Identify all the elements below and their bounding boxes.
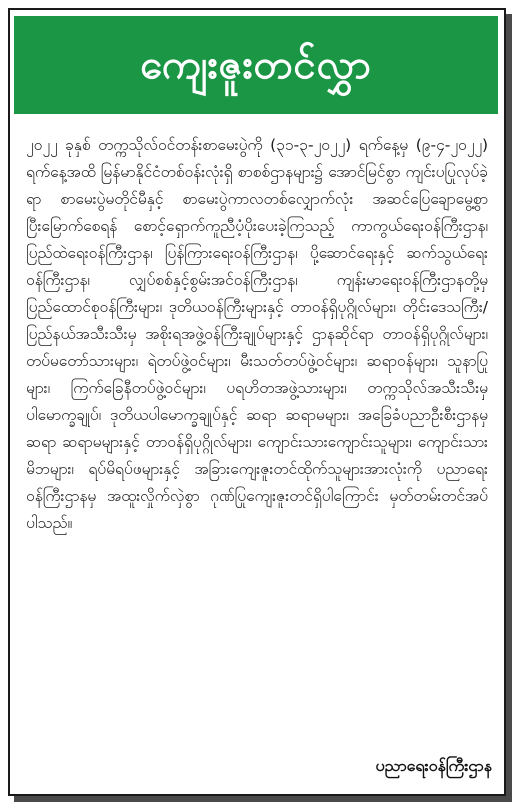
notice-body: ၂၀၂၂ ခုနှစ် တက္ကသိုလ်ဝင်တန်းစာမေးပွဲကို (၃၁-၃-၂၀၂၂) ရက်နေ့မှ (၉-၄-၂၀၂၂) ရက်နေ့အထိ မြန်မာနိုင်ငံတစ်ဝန်းလုံးရှိ စာစစ်ဌာနများ၌ အောင်မြင်စွာ ကျင်းပပြုလုပ်ခဲ့ရာ စာမေးပွဲမတိုင်မီနှင့် စာမေးပွဲကာလတစ်လျှောက်လုံး အဆင်ပြေချောမွေ့စွာ ပြီးမြောက်စေရန် စောင့်ရှောက်ကူညီပံ့ပိုးပေးခဲ့ကြသည့် ကာကွယ်ရေးဝန်ကြီးဌာန၊ ပြည်ထဲရေးဝန်ကြီးဌာန၊ ပြန်ကြားရေးဝန်ကြီးဌာန၊ ပို့ဆောင်ရေးနှင့် ဆက်သွယ်ရေးဝန်ကြီးဌာန၊ လျှပ်စစ်နှင့်စွမ်းအင်ဝန်ကြီးဌာန၊ ကျန်းမာရေးဝန်ကြီးဌာနတို့မှ ပြည်ထောင်စုဝန်ကြီးများ၊ ဒုတိယဝန်ကြီးများနှင့် တာဝန်ရှိပုဂ္ဂိုလ်များ၊ တိုင်းဒေသကြီး/ ပြည်နယ်အသီးသီးမှ အစိုးရအဖွဲ့ဝန်ကြီးချုပ်များနှင့် ဌာနဆိုင်ရာ တာဝန်ရှိပုဂ္ဂိုလ်များ၊ တပ်မတော်သားများ၊ ရဲတပ်ဖွဲ့ဝင်များ၊ မီးသတ်တပ်ဖွဲ့ဝင်များ၊ ဆရာဝန်များ၊ သူနာပြုများ၊ ကြက်ခြေနီတပ်ဖွဲ့ဝင်များ၊ ပရဟိတအဖွဲ့သားများ၊ တက္ကသိုလ်အသီးသီးမှ ပါမောက္ခချုပ်၊ ဒုတိယပါမောက္ခချုပ်နှင့် ဆရာ ဆရာမများ၊ အခြေခံပညာဦးစီးဌာနမှ ဆရာ ဆရာမများနှင့် တာဝန်ရှိပုဂ္ဂိုလ်များ၊ ကျောင်းသားကျောင်းသူများ၊ ကျောင်းသား မိဘများ၊ ရပ်မိရပ်ဖများနှင့် အခြားကျေးဇူးတင်ထိုက်သူများအားလုံးကို ပညာရေးဝန်ကြီးဌာနမှ အထူးလှိုက်လှဲစွာ ဂုဏ်ပြုကျေးဇူးတင်ရှိပါကြောင်း မှတ်တမ်းတင်အပ်ပါသည်။ — [26, 136, 488, 532]
notice-signature: ပညာရေးဝန်ကြီးဌာန — [375, 756, 492, 775]
frame-shadow-bottom — [14, 796, 512, 802]
title-banner — [14, 16, 498, 114]
notice-title: ကျေးဇူးတင်လွှာ — [140, 42, 372, 88]
frame-shadow-right — [506, 14, 512, 802]
